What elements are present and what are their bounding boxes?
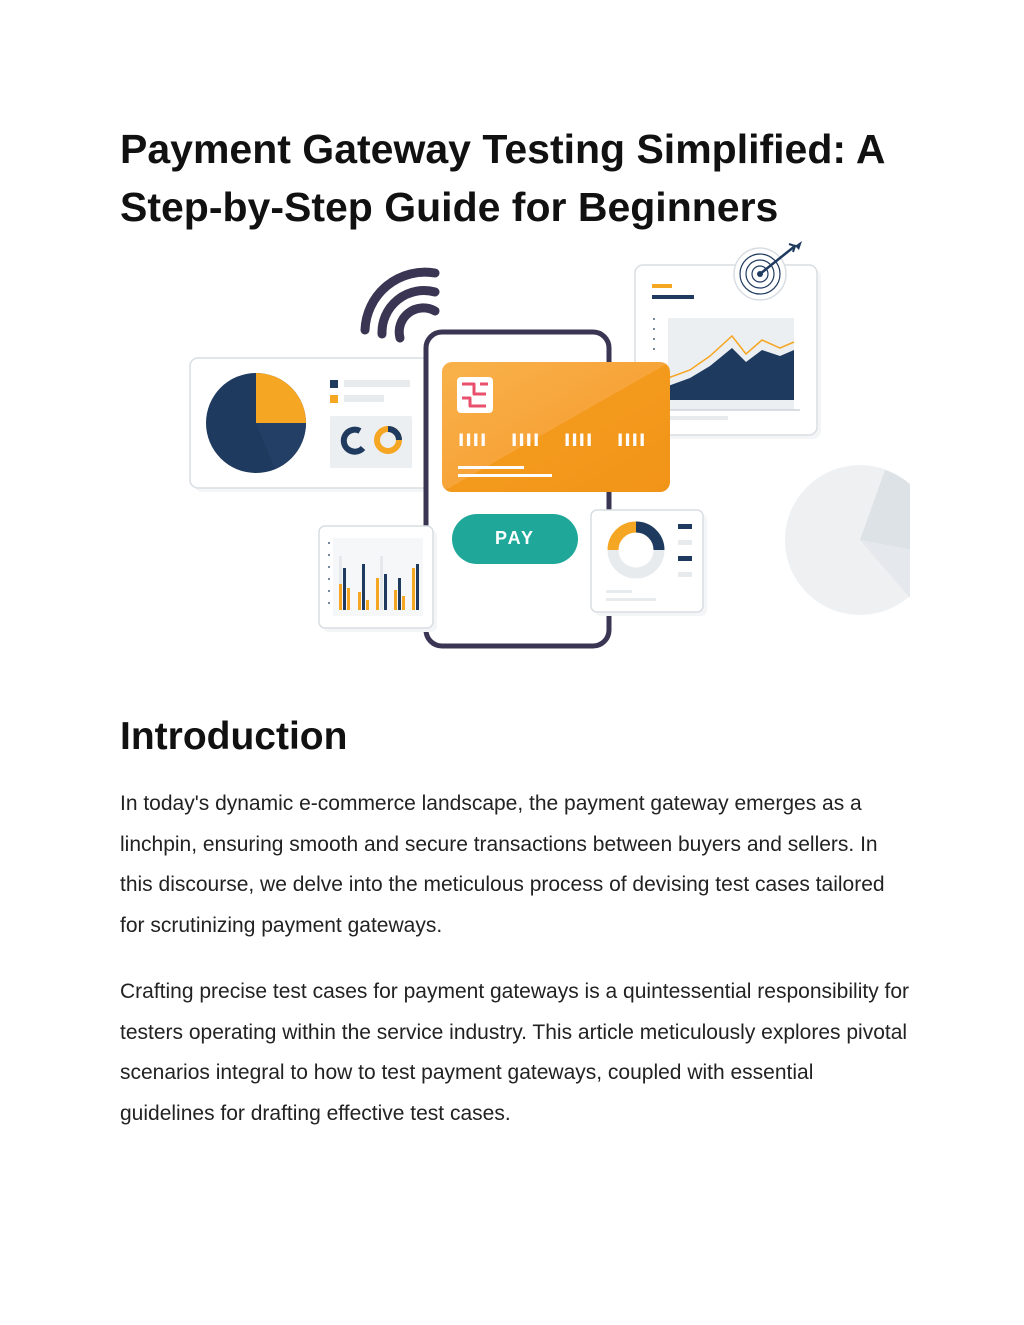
card-number-group-3: IIII: [564, 431, 594, 451]
pay-button: [452, 514, 578, 564]
intro-paragraph-2: Crafting precise test cases for payment gateways is a quintessential responsibility for testers operating within the service industry. This article meticulously explores pivotal scenarios integral to how to test payment gateways, coupled with essential guidelines for drafting effective test cases.: [120, 980, 910, 1125]
page-title: Payment Gateway Testing Simplified: A Step-by-Step Guide for Beginners: [120, 126, 884, 230]
pay-button-label: PAY: [494, 528, 536, 548]
card-number-group-1: IIII: [458, 431, 488, 451]
card-number-group-4: IIII: [617, 431, 647, 451]
intro-paragraph-1: In today's dynamic e-commerce landscape, the payment gateway emerges as a linchpin, ensuring smooth and secure transactions between buyers and sellers. In this discourse, we delve into the meticulous process of devising test cases tailored for scrutinizing payment gateways.: [120, 792, 885, 937]
pie-chart-icon: [206, 373, 306, 473]
bar-chart-panel: [319, 526, 437, 632]
wifi-signal-icon: [365, 272, 435, 338]
card-chip-icon: [457, 377, 493, 413]
hero-illustration: [180, 238, 910, 658]
section-heading-introduction: Introduction: [120, 715, 348, 758]
pie-chart-panel: [190, 358, 454, 492]
credit-card-icon: [442, 362, 670, 492]
background-pie-chart-icon: [785, 465, 910, 615]
card-number-group-2: IIII: [511, 431, 541, 451]
donut-chart-panel: [591, 510, 707, 616]
